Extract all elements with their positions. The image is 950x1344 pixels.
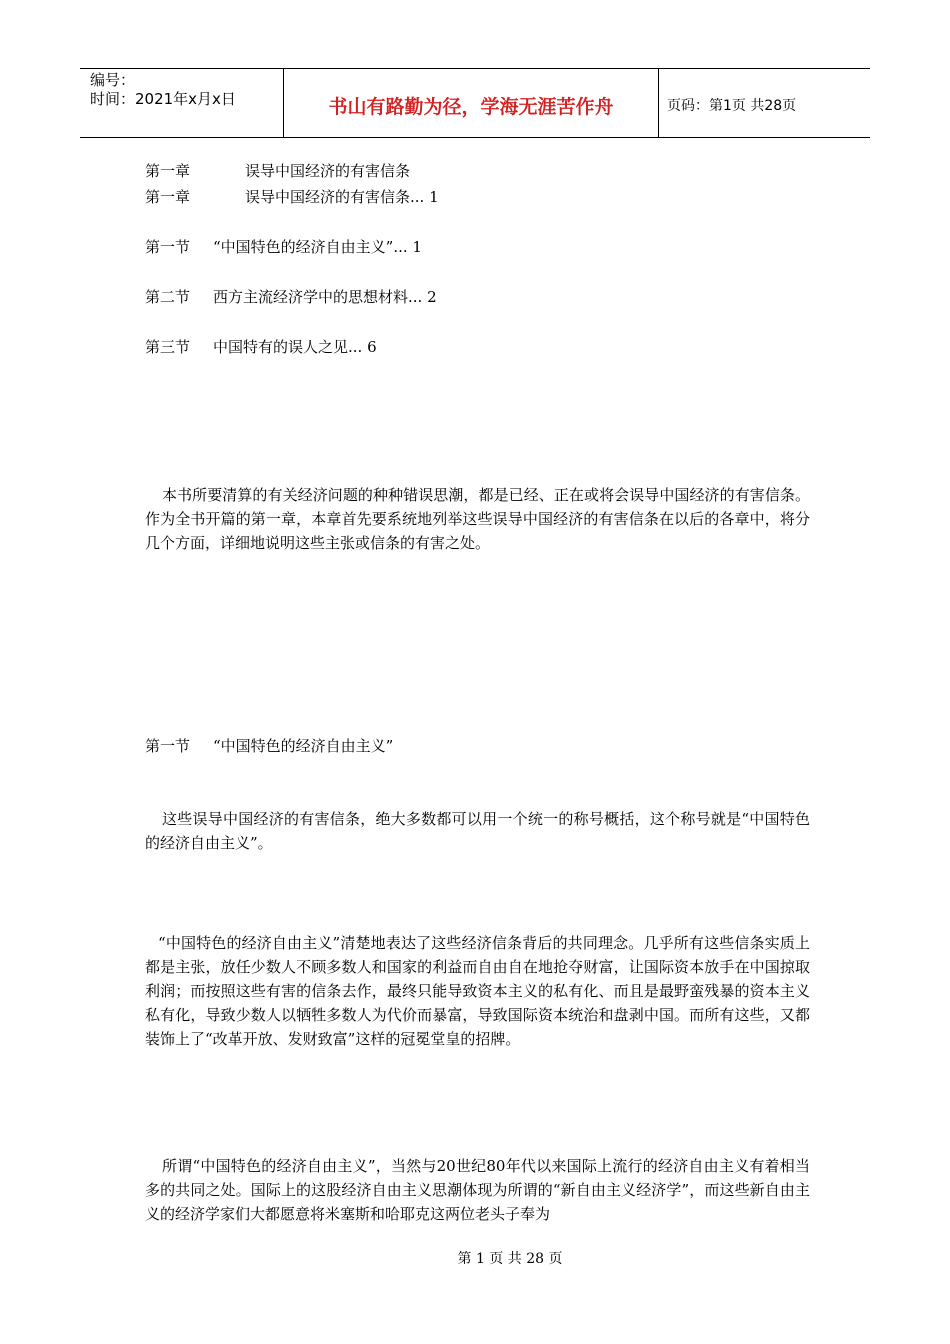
toc-entry[interactable] xyxy=(145,186,439,207)
header-page-cell xyxy=(659,69,870,137)
toc-entry[interactable] xyxy=(145,286,437,307)
toc-entry-label: 第二节 xyxy=(145,288,191,306)
toc-heading xyxy=(145,160,410,181)
intro-paragraph: 本书所要清算的有关经济问题的种种错误思潮，都是已经、正在或将会误导中国经济的有害信条。作为全书开篇的第一章，本章首先要系统地列举这些误导中国经济的有害信条在以后的各章中，将分几个方面，详细地说明这些主张或信条的有害之处。 xyxy=(145,486,810,552)
toc-entry-label: 第一节 xyxy=(145,238,191,256)
toc-entry-label: 第三节 xyxy=(145,338,191,356)
page-footer: 第 1 页 共 28 页 xyxy=(457,1251,563,1267)
toc-heading-label: 第一章 xyxy=(145,162,191,180)
page-header xyxy=(80,68,870,138)
header-page-info: 页码：第1页 共28页 xyxy=(667,98,797,114)
toc-entry-title: 中国特有的误人之见... 6 xyxy=(213,338,377,356)
document-number-label: 编号： xyxy=(90,71,136,89)
toc-entry-label: 第一章 xyxy=(145,188,191,206)
document-date: 时间：2021年x月x日 xyxy=(90,90,236,108)
section-title: “中国特色的经济自由主义” xyxy=(213,737,394,755)
header-motto-cell xyxy=(283,69,659,137)
toc-entry[interactable] xyxy=(145,236,422,257)
toc-entry-title: 误导中国经济的有害信条... 1 xyxy=(245,188,439,206)
toc-heading-title: 误导中国经济的有害信条 xyxy=(245,162,411,180)
body-paragraph: “中国特色的经济自由主义”清楚地表达了这些经济信条背后的共同理念。几乎所有这些信条实质上都是主张，放任少数人不顾多数人和国家的利益而自由自在地抢夺财富，让国际资本放手在中国掠取利润；而按照这些有害的信条去作，最终只能导致资本主义的私有化、而且是最野蛮残暴的资本主义私有化，导致少数人以牺牲多数人为代价而暴富，导致国际资本统治和盘剥中国。而所有这些，又都装饰上了“改革开放、发财致富”这样的冠冕堂皇的招牌。 xyxy=(145,934,810,1048)
toc-entry-title: 西方主流经济学中的思想材料... 2 xyxy=(213,288,437,306)
header-meta-cell xyxy=(80,69,283,137)
toc-entry-title: “中国特色的经济自由主义”... 1 xyxy=(213,238,422,256)
body-paragraph: 所谓“中国特色的经济自由主义”，当然与20世纪80年代以来国际上流行的经济自由主义有着相当多的共同之处。国际上的这股经济自由主义思潮体现为所谓的“新自由主义经济学”，而这些新自由主义的经济学家们大都愿意将米塞斯和哈耶克这两位老头子奉为 xyxy=(145,1157,810,1223)
body-paragraph: 这些误导中国经济的有害信条，绝大多数都可以用一个统一的称号概括，这个称号就是“中国特色的经济自由主义”。 xyxy=(145,810,810,852)
toc-entry[interactable] xyxy=(145,336,377,357)
section-label: 第一节 xyxy=(145,737,191,755)
header-motto: 书山有路勤为径，学海无涯苦作舟 xyxy=(328,95,614,118)
section-heading xyxy=(145,735,393,756)
